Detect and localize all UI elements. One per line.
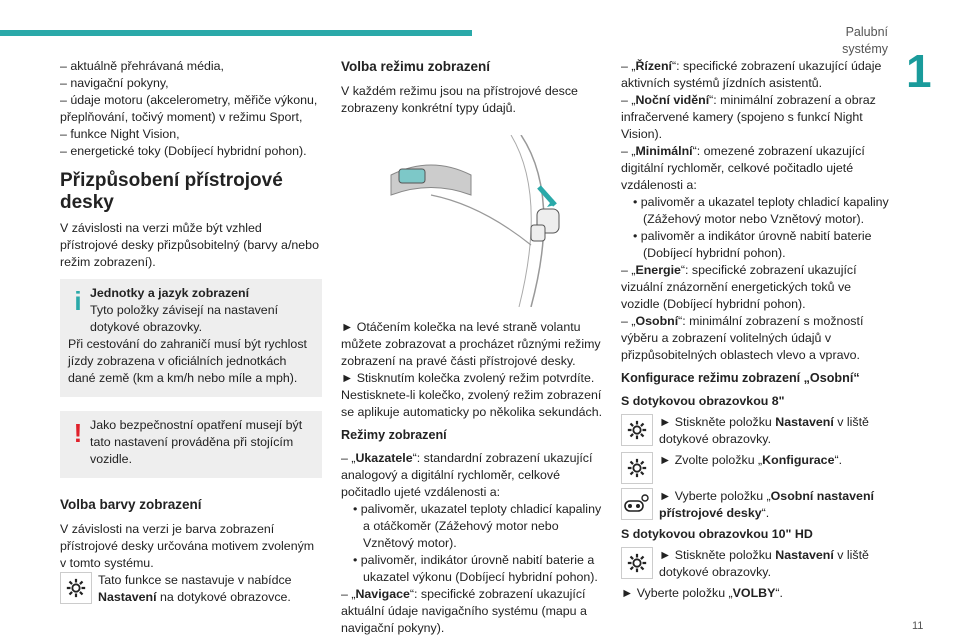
- list-item: – funkce Night Vision,: [60, 127, 180, 141]
- gear-icon: [621, 414, 653, 446]
- subsection-heading: Volba režimu zobrazení: [341, 59, 491, 74]
- cluster-config-icon: [621, 488, 653, 520]
- list-item: • palivoměr, ukazatel teploty chladicí kapaliny a otáčkoměr (Zážehový motor nebo Vznětový motor).: [353, 502, 602, 550]
- header-accent-bar: [0, 30, 472, 36]
- gear-icon: [621, 452, 653, 484]
- column-right: – „Řízení“: specifické zobrazení ukazující údaje aktivních systémů jízdních asistentů. – „Noční vidění“: minimální zobrazení a obraz infračervené kamery (spojeno s funkcí Night Vision). – „Minimální“: omezené zobrazení ukazující digitální rychloměr, celkové počitadlo ujeté vzdálenosti a: • palivoměr a ukazatel teploty chladicí kapaliny (Zážehový motor nebo Vznětový motor). • palivoměr a indikátor úrovně nabití baterie (Dobíjecí hybridní pohon). – „Energie“: specifické zobrazení ukazující vizuální znázornění energetických toků ve vozidle (Dobíjecí hybridní pohon). – „Osobní“: minimální zobrazení s možností výběru a zobrazení volitelných údajů v přizpůsobitelných oblastech vlevo a vpravo. Konfigurace režimu zobrazení „Osobní“ S dotykovou obrazovkou 8" ► Stiskněte položku Nastavení v liště dotykové obrazovky. ► Zvolte položku „Konfigurace“. ► Vyberte položku „Osobní nastavení přístrojové desky“. S dotykovou obrazovkou 10" HD ► Stiskněte položku Nastavení v liště dotykové obrazovky. ► Vyberte položku „VOLBY“.: [621, 59, 889, 600]
- list-item: • palivoměr a indikátor úrovně nabití baterie (Dobíjecí hybridní pohon).: [633, 229, 872, 260]
- section-heading: Přizpůsobení přístrojové desky: [60, 170, 283, 213]
- list-item: • palivoměr a ukazatel teploty chladicí kapaliny (Zážehový motor nebo Vznětový motor).: [633, 195, 889, 226]
- list-item: – „Noční vidění“: minimální zobrazení a obraz infračervené kamery (spojeno s funkcí Night Vision).: [621, 93, 876, 141]
- list-item: – „Navigace“: specifické zobrazení ukazující aktuální údaje navigačního systému (mapu a navigační pokyny).: [341, 587, 587, 635]
- list-item: – navigační pokyny,: [60, 76, 169, 90]
- list-item: – „Řízení“: specifické zobrazení ukazující údaje aktivních systémů jízdních asistentů.: [621, 59, 882, 90]
- section-title: Palubní systémy: [842, 25, 888, 56]
- list-item: • palivoměr, indikátor úrovně nabití baterie a ukazatel výkonu (Dobíjecí hybridní pohon).: [353, 553, 598, 584]
- page-number: 11: [912, 620, 924, 632]
- warning-box: [60, 411, 322, 478]
- list-item: – energetické toky (Dobíjecí hybridní pohon).: [60, 144, 307, 158]
- subsection-heading: Režimy zobrazení: [341, 428, 447, 442]
- paragraph: ► Vyberte položku „VOLBY“.: [621, 586, 783, 600]
- info-text: Při cestování do zahraničí musí být rychlost jízdy zobrazena v oficiálních jednotkách dané země (km a km/h nebo míle a mph).: [68, 337, 307, 385]
- column-middle: [341, 58, 604, 637]
- warning-text: Jako bezpečnostní opatření musejí být tato nastavení prováděna při stojícím vozidle.: [90, 418, 303, 466]
- info-box: [60, 279, 322, 397]
- paragraph: Nestisknete-li kolečko, zvolený režim zobrazení se aplikuje automaticky po několika sekundách.: [341, 388, 603, 419]
- subsection-heading: Volba barvy zobrazení: [60, 497, 202, 512]
- column-left: – aktuálně přehrávaná média, – navigační pokyny, – údaje motoru (akcelerometry, měřiče výkonu, přeplňování, točivý moment) v režimu Sport, – funkce Night Vision, – energetické toky (Dobíjecí hybridní pohon). Přizpůsobení přístrojové desky V závislosti na verzi může být vzhled přístrojové desky přizpůsobitelný (barvy a/nebo režim zobrazení). i Jednotky a jazyk zobrazení Tyto položky závisejí na nastavení dotykové obrazovky. Při cestování do zahraničí musí být rychlost jízdy zobrazena v oficiálních jednotkách dané země (km a km/h nebo míle a mph). ! Jako bezpečnostní opatření musejí být tato nastavení prováděna při stojícím vozidle. Volba barvy zobrazení V závislosti na verzi je barva zobrazení přístrojové desky určována motivem zvoleným v tomto systému. Tato funkce se nastavuje v nabídce Nastavení na dotykové obrazovce.: [60, 58, 322, 610]
- list-item: – „Minimální“: omezené zobrazení ukazující digitální rychloměr, celkové počitadlo ujeté vzdálenosti a:: [621, 144, 865, 192]
- subsection-heading: Konfigurace režimu zobrazení „Osobní“: [621, 371, 860, 385]
- list-item: – „Ukazatele“: standardní zobrazení ukazující analogový a digitální rychloměr, celkové počitadlo ujeté vzdálenosti a:: [341, 451, 593, 499]
- info-title: Jednotky a jazyk zobrazení: [90, 286, 250, 300]
- list-item: – „Osobní“: minimální zobrazení s možností výběru a zobrazení volitelných údajů v přizpůsobitelných oblastech vlevo a vpravo.: [621, 314, 864, 362]
- steering-wheel-illustration: [371, 135, 571, 307]
- subheading-10-inch: S dotykovou obrazovkou 10" HD: [621, 527, 813, 541]
- list-item: – aktuálně přehrávaná média,: [60, 59, 224, 73]
- warning-icon: !: [73, 418, 83, 448]
- paragraph: V závislosti na verzi je barva zobrazení přístrojové desky určována motivem zvoleným v tomto systému.: [60, 522, 315, 570]
- gear-icon: [621, 547, 653, 579]
- chapter-number: 1: [906, 45, 932, 97]
- info-text: Tyto položky závisejí na nastavení dotykové obrazovky.: [90, 303, 279, 334]
- gear-icon: [60, 572, 92, 604]
- list-item: – „Energie“: specifické zobrazení ukazující vizuální znázornění energetických toků ve vozidle (Dobíjecí hybridní pohon).: [621, 263, 857, 311]
- paragraph: V každém režimu jsou na přístrojové desce zobrazeny konkrétní typy údajů.: [341, 84, 578, 115]
- info-icon: i: [74, 286, 82, 316]
- paragraph: ► Stisknutím kolečka zvolený režim potvrdíte.: [341, 371, 595, 385]
- subheading-8-inch: S dotykovou obrazovkou 8": [621, 394, 785, 408]
- list-item: – údaje motoru (akcelerometry, měřiče výkonu, přeplňování, točivý moment) v režimu Sport,: [60, 93, 318, 124]
- paragraph: ► Otáčením kolečka na levé straně volantu můžete zobrazovat a procházet různými režimy zobrazení na pravé části přístrojové desky.: [341, 320, 601, 368]
- paragraph: V závislosti na verzi může být vzhled přístrojové desky přizpůsobitelný (barvy a/nebo režim zobrazení).: [60, 221, 319, 269]
